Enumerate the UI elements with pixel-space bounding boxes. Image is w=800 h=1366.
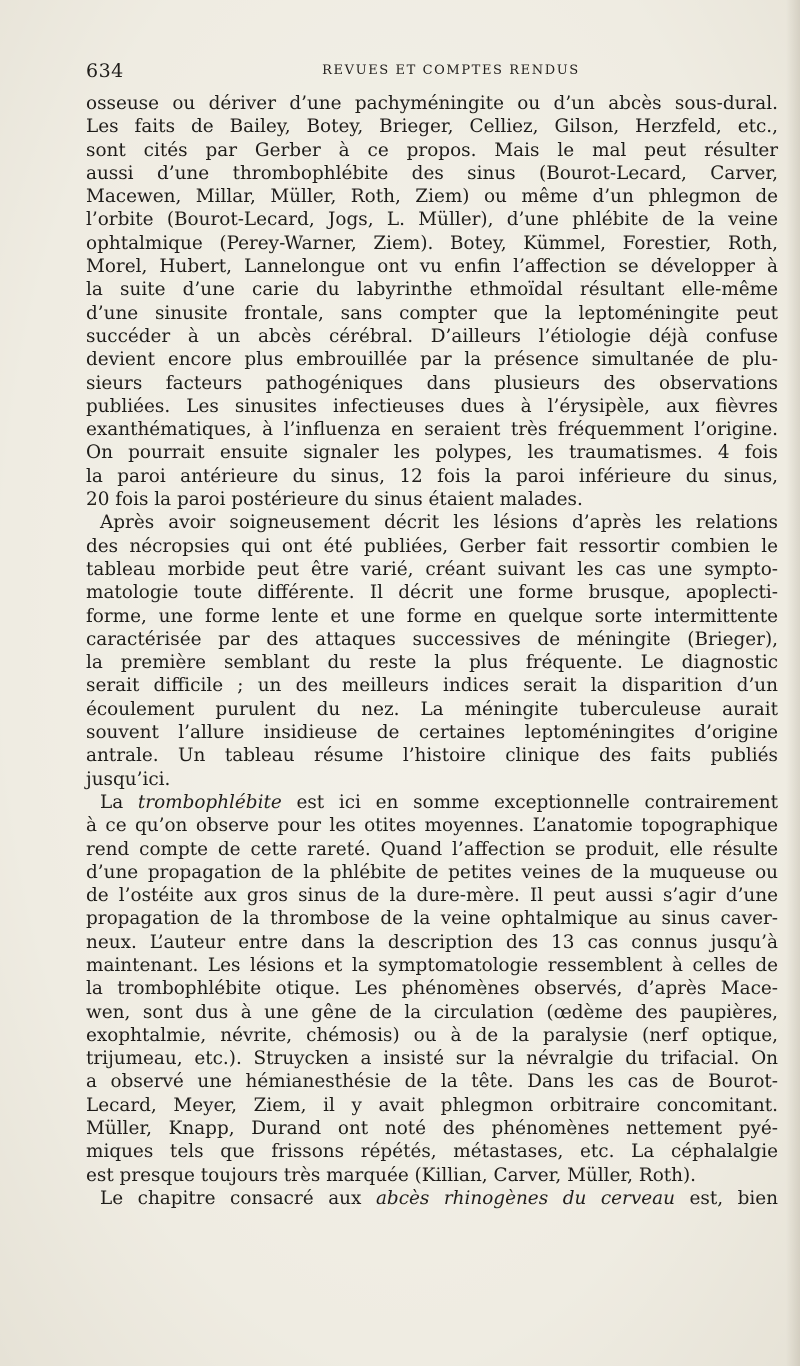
text-line: serait difficile ; un des meilleurs indices serait la disparition d’un [86, 675, 778, 697]
text-line: Macewen, Millar, Müller, Roth, Ziem) ou même d’un phlegmon de [86, 186, 778, 208]
text-line: a observé une hémianesthésie de la tête. Dans les cas de Bourot- [86, 1071, 778, 1093]
text-line: tableau morbide peut être varié, créant suivant les cas une sympto- [86, 558, 778, 580]
text-line: caractérisée par des attaques successives de méningite (Brieger), [86, 628, 778, 650]
body-text [86, 92, 778, 1210]
text-line: osseuse ou dériver d’une pachyméningite ou d’un abcès sous-dural. [86, 93, 778, 114]
text-line: rend compte de cette rareté. Quand l’affection se produit, elle résulte [86, 838, 778, 860]
text-line: sieurs facteurs pathogéniques dans plusieurs des observations [86, 372, 778, 394]
text-line: trijumeau, etc.). Struycken a insisté sur la névralgie du trifacial. On [86, 1048, 778, 1070]
page-edge-shadow [786, 0, 800, 1366]
text-line [86, 791, 778, 814]
text-run: est ici en somme exceptionnelle contrairement [281, 791, 778, 813]
text-line: aussi d’une thrombophlébite des sinus (Bourot-Lecard, Carver, [86, 162, 778, 184]
running-head [86, 60, 776, 86]
text-line: écoulement purulent du nez. La méningite tuberculeuse aurait [86, 698, 778, 720]
text-line: devient encore plus embrouillée par la présence simultanée de plu- [86, 349, 778, 371]
text-line: miques tels que frissons répétés, métastases, etc. La céphalalgie [86, 1141, 778, 1163]
text-run: Le chapitre consacré aux [100, 1187, 376, 1209]
text-line: l’orbite (Bourot-Lecard, Jogs, L. Müller), d’une phlébite de la veine [86, 209, 778, 231]
text-line: On pourrait ensuite signaler les polypes, les traumatismes. 4 fois [86, 442, 778, 464]
text-line: Les faits de Bailey, Botey, Brieger, Celliez, Gilson, Herzfeld, etc., [86, 116, 778, 138]
text-line: exanthématiques, à l’influenza en seraient très fréquemment l’origine. [86, 419, 778, 441]
paragraph-4 [86, 1187, 778, 1210]
text-line: matologie toute différente. Il décrit une forme brusque, apoplecti- [86, 582, 778, 604]
text-line: la trombophlébite otique. Les phénomènes observés, d’après Mace- [86, 978, 778, 1000]
text-line: 20 fois la paroi postérieure du sinus étaient malades. [86, 489, 583, 511]
text-line: à ce qu’on observe pour les otites moyennes. L’anatomie topographique [86, 815, 778, 837]
text-line: Lecard, Meyer, Ziem, il y avait phlegmon orbitraire concomitant. [86, 1094, 778, 1116]
text-line: neux. L’auteur entre dans la description des 13 cas connus jusqu’à [86, 931, 778, 953]
text-line: de l’ostéite aux gros sinus de la dure-mère. Il peut aussi s’agir d’une [86, 885, 778, 907]
text-run: est, bien [674, 1187, 778, 1209]
text-line: Morel, Hubert, Lannelongue ont vu enfin l’affection se développer à [86, 256, 778, 278]
text-line: la première semblant du reste la plus fréquente. Le diagnostic [86, 652, 778, 674]
paragraph-2 [86, 511, 778, 791]
text-line: d’une sinusite frontale, sans compter que la leptoméningite peut [86, 302, 778, 324]
paragraph-3 [86, 791, 778, 1187]
text-line: Après avoir soigneusement décrit les lésions d’après les relations [100, 512, 778, 534]
text-line: souvent l’allure insidieuse de certaines leptoméningites d’origine [86, 722, 778, 744]
text-line: la paroi antérieure du sinus, 12 fois la paroi inférieure du sinus, [86, 465, 778, 487]
text-line: exophtalmie, névrite, chémosis) ou à de la paralysie (nerf optique, [86, 1024, 778, 1046]
text-line: antrale. Un tableau résume l’histoire clinique des faits publiés [86, 745, 778, 767]
text-line: wen, sont dus à une gêne de la circulation (œdème des paupières, [86, 1001, 778, 1023]
text-line: maintenant. Les lésions et la symptomatologie ressemblent à celles de [86, 954, 778, 976]
text-line: succéder à un abcès cérébral. D’ailleurs l’étiologie déjà confuse [86, 325, 778, 347]
text-line: Müller, Knapp, Durand ont noté des phénomènes nettement pyé- [86, 1118, 778, 1140]
text-line: forme, une forme lente et une forme en quelque sorte intermittente [86, 605, 778, 627]
text-line [86, 1187, 778, 1210]
text-line: est presque toujours très marquée (Killian, Carver, Müller, Roth). [86, 1164, 697, 1186]
text-line: ophtalmique (Perey-Warner, Ziem). Botey, Kümmel, Forestier, Roth, [86, 232, 778, 254]
page-number: 634 [86, 60, 124, 82]
text-line: des nécropsies qui ont été publiées, Gerber fait ressortir combien le [86, 535, 778, 557]
paragraph-1 [86, 92, 778, 511]
text-line: d’une propagation de la phlébite de petites veines de la muqueuse ou [86, 861, 778, 883]
text-line: propagation de la thrombose de la veine ophtalmique au sinus caver- [86, 908, 778, 930]
text-line: la suite d’une carie du labyrinthe ethmoïdal résultant elle-même [86, 279, 778, 301]
text-line: publiées. Les sinusites infectieuses dues à l’érysipèle, aux fièvres [86, 395, 778, 417]
text-line: sont cités par Gerber à ce propos. Mais le mal peut résulter [86, 139, 778, 161]
text-run: La [100, 791, 138, 813]
text-line: jusqu’ici. [86, 768, 171, 790]
journal-title: REVUES ET COMPTES RENDUS [322, 63, 580, 78]
italic-term: abcès rhinogènes du cerveau [375, 1187, 675, 1209]
italic-term: trombophlébite [137, 791, 282, 813]
